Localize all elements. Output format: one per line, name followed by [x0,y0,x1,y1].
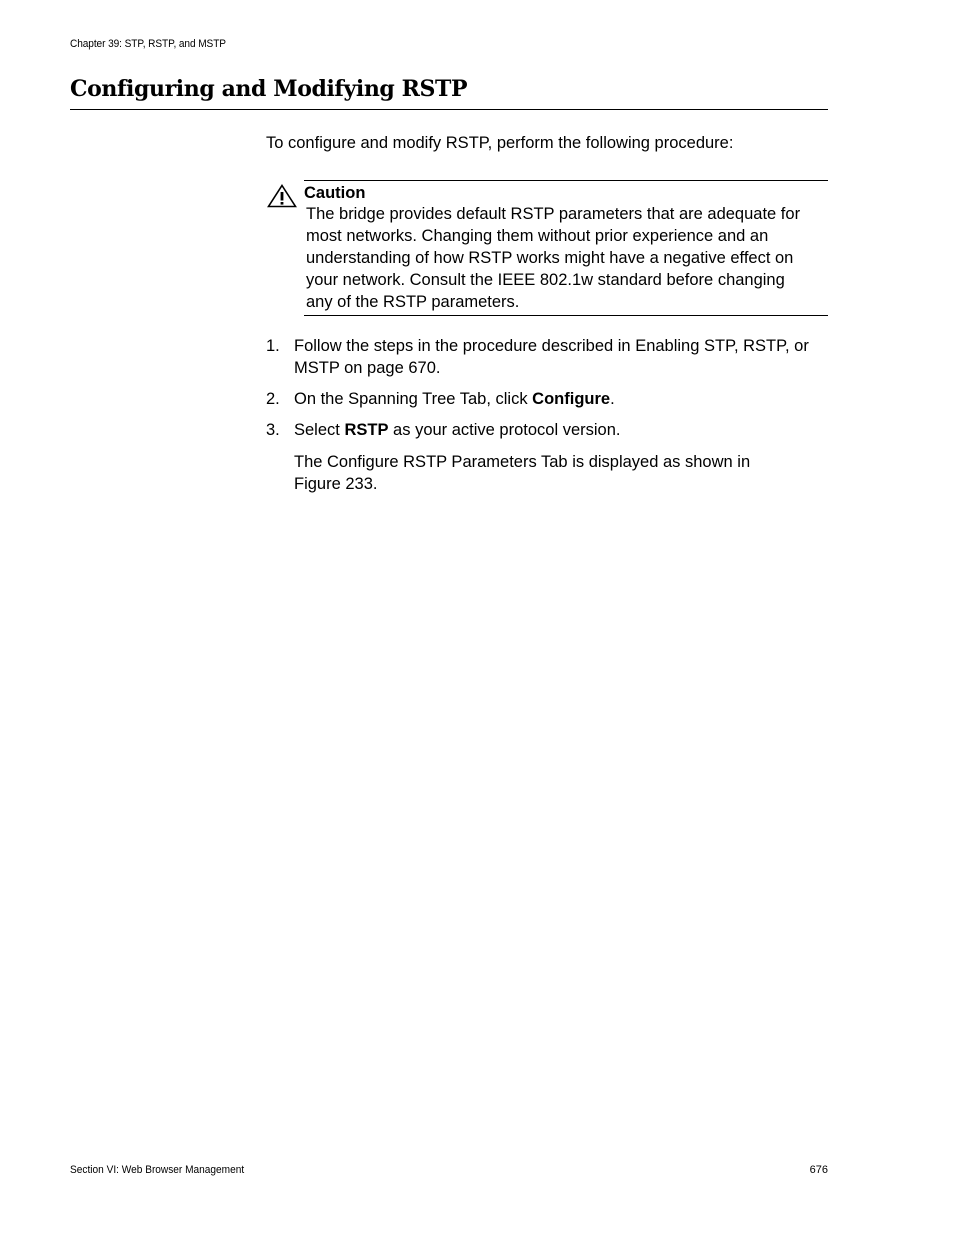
procedure-steps [266,335,836,495]
step-item [266,388,836,410]
caution-line: understanding of how RSTP works might have a negative effect on [306,249,794,267]
caution-text [306,203,830,313]
title-divider [70,109,828,110]
rstp-label: RSTP [344,421,389,439]
step-number: 1. [266,337,280,355]
step-text [294,419,836,441]
configure-label: Configure [532,390,611,408]
caution-line: The bridge provides default RSTP parameters that are adequate for [306,205,801,223]
caution-bottom-divider [304,315,828,316]
chapter-header: Chapter 39: STP, RSTP, and MSTP [70,38,226,50]
caution-line: your network. Consult the IEEE 802.1w standard before changing [306,271,785,289]
step-note [266,451,836,495]
caution-heading: Caution [304,184,366,202]
note-line: The Configure RSTP Parameters Tab is displayed as shown in [294,453,751,471]
step-item [266,419,836,441]
page-title: Configuring and Modifying RSTP [70,76,468,102]
note-line: Figure 233. [294,475,378,493]
step-number: 3. [266,421,280,439]
warning-triangle-icon [267,184,297,208]
caution-line: any of the RSTP parameters. [306,293,520,311]
caution-line: most networks. Changing them without prior experience and an [306,227,769,245]
step-line: Select [294,421,345,439]
step-line: MSTP on page 670. [294,359,441,377]
step-line-end: as your active protocol version. [388,421,621,439]
footer-section: Section VI: Web Browser Management [70,1164,245,1176]
step-line: Follow the steps in the procedure described in Enabling STP, RSTP, or [294,337,809,355]
page-number: 676 [809,1164,828,1176]
caution-box [266,180,828,316]
intro-paragraph: To configure and modify RSTP, perform the following procedure: [266,134,734,152]
step-punctuation: . [610,390,615,408]
caution-top-divider [304,180,828,181]
step-text [294,388,836,410]
step-text [294,335,836,379]
step-number: 2. [266,390,280,408]
step-line: On the Spanning Tree Tab, click [294,390,533,408]
step-item [266,335,836,379]
